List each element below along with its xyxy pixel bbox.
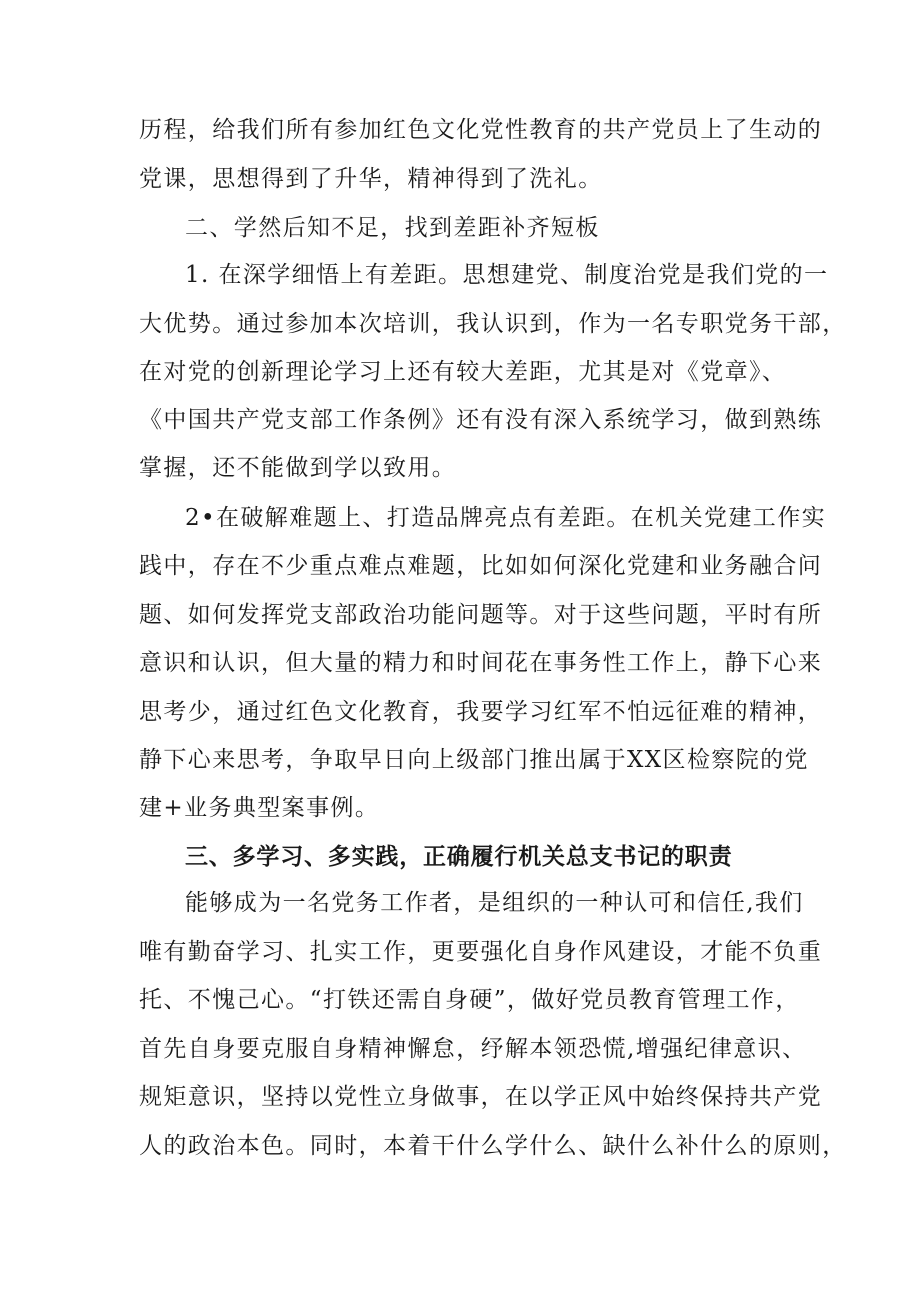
paragraph-line: 能够成为一名党务工作者，是组织的一种认可和信任,我们	[185, 890, 804, 916]
paragraph-line: 首先自身要克服自身精神懈怠，纾解本领恐慌,增强纪律意识、	[139, 1036, 807, 1062]
section-heading-3: 三、多学习、多实践，正确履行机关总支书记的职责	[185, 844, 733, 870]
paragraph-line: 思考少，通过红色文化教育，我要学习红军不怕远征难的精神，	[139, 699, 823, 725]
paragraph-line: 规矩意识，坚持以党性立身做事，在以学正风中始终保持共产党	[139, 1084, 823, 1110]
paragraph-line: 历程，给我们所有参加红色文化党性教育的共产党员上了生动的	[139, 117, 823, 143]
paragraph-line: 《中国共产党支部工作条例》还有没有深入系统学习，做到熟练	[139, 407, 823, 433]
paragraph-line: 在对党的创新理论学习上还有较大差距，尤其是对《党章》、	[139, 359, 787, 385]
paragraph-line: 党课，思想得到了升华，精神得到了洗礼。	[139, 166, 603, 192]
paragraph-line: 静下心来思考，争取早日向上级部门推出属于XX区检察院的党	[139, 747, 809, 773]
paragraph-line: 掌握，还不能做到学以致用。	[139, 455, 457, 481]
paragraph-line: 唯有勤奋学习、扎实工作，更要强化自身作风建设，才能不负重	[139, 939, 823, 965]
subsection-heading-2-2: 2•在破解难题上、打造品牌亮点有差距。在机关党建工作实	[185, 505, 826, 531]
paragraph-line: 践中，存在不少重点难点难题，比如如何深化党建和业务融合问	[139, 553, 823, 579]
paragraph-line: 建+业务典型案事例。	[139, 795, 380, 821]
section-heading-2: 二、学然后知不足，找到差距补齐短板	[185, 215, 600, 241]
paragraph-line: 题、如何发挥党支部政治功能问题等。对于这些问题，平时有所	[139, 602, 823, 628]
paragraph-line: 人的政治本色。同时，本着干什么学什么、缺什么补什么的原则，	[139, 1133, 847, 1159]
paragraph-line: 大优势。通过参加本次培训，我认识到，作为一名专职党务干部，	[139, 311, 847, 337]
paragraph-line: 托、不愧己心。“打铁还需自身硬”，做好党员教育管理工作，	[139, 987, 800, 1013]
paragraph-line: 意识和认识，但大量的精力和时间花在事务性工作上，静下心来	[139, 650, 823, 676]
subsection-heading-2-1: 1. 在深学细悟上有差距。思想建党、制度治党是我们党的一	[185, 262, 829, 288]
